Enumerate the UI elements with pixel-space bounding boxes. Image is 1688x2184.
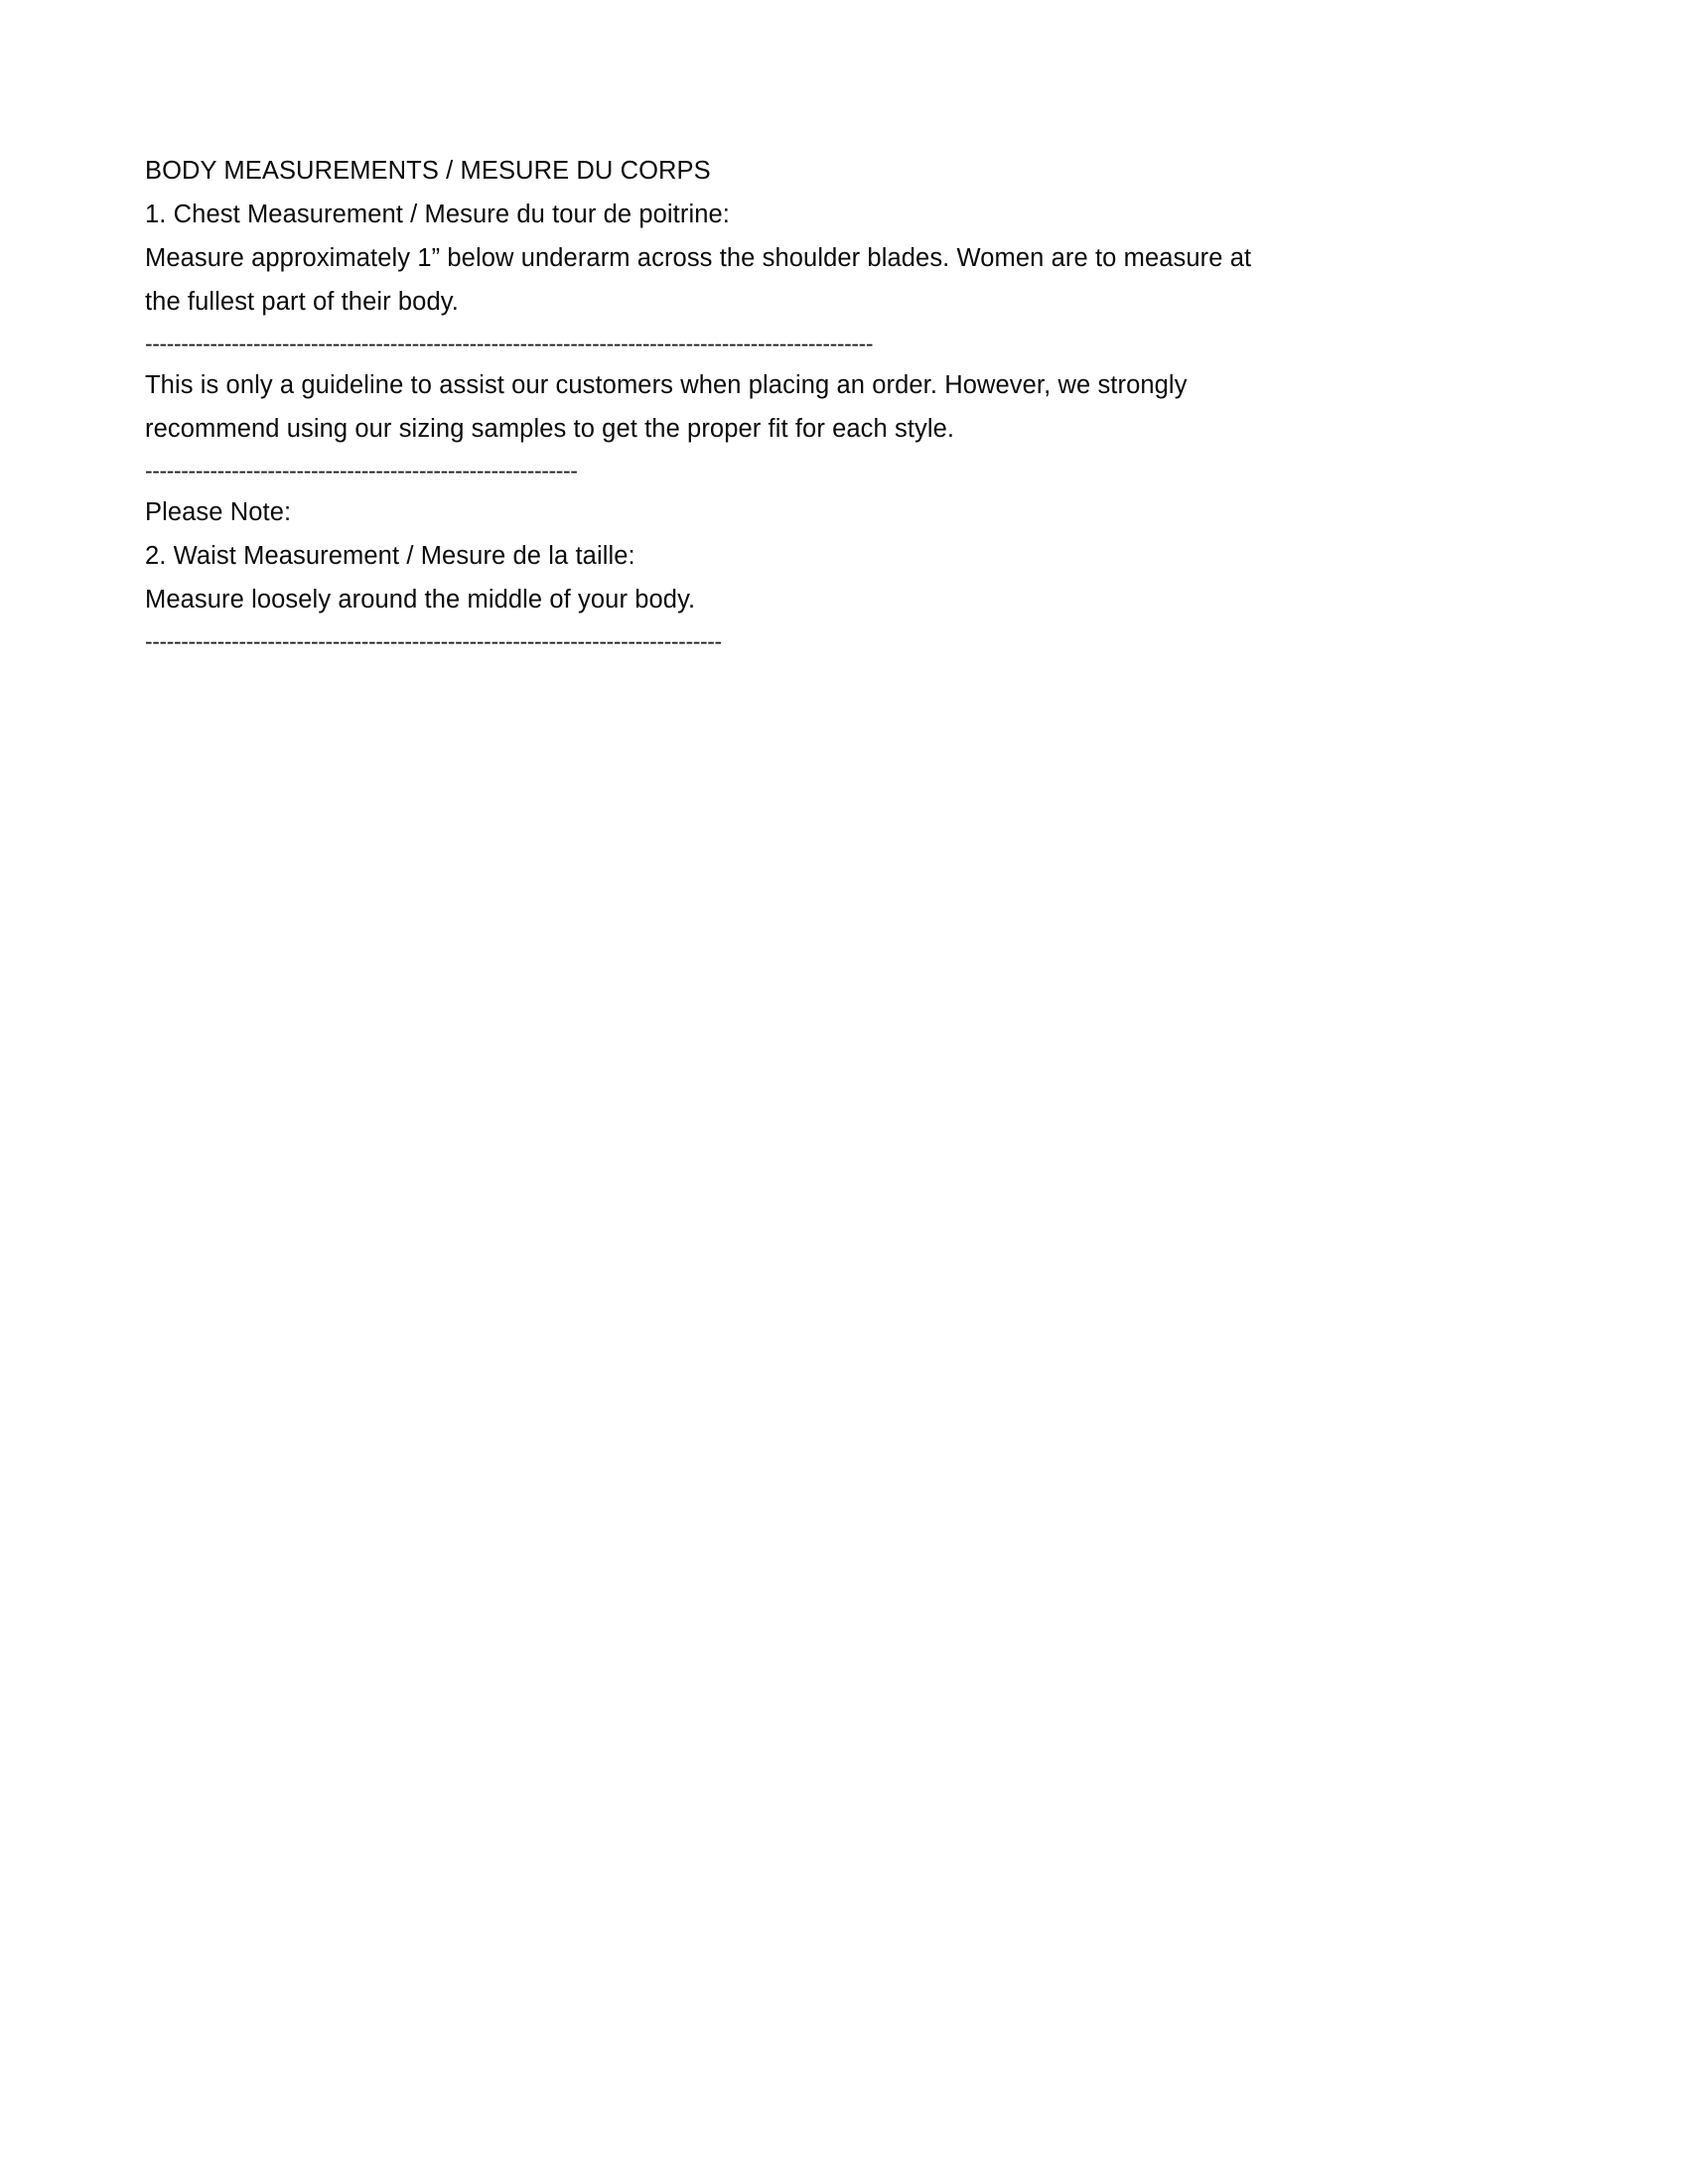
- divider-2: ------------------------------------------------------------: [145, 458, 578, 483]
- please-note-label: Please Note:: [145, 498, 292, 526]
- waist-measurement-instructions: Measure loosely around the middle of your body.: [145, 586, 696, 614]
- chest-measurement-instructions: Measure approximately 1” below underarm across the shoulder blades. Women are to measure at the fullest part of their body.: [145, 244, 1252, 316]
- divider-1: -----------------------------------------------------------------------------------------------------: [145, 331, 874, 356]
- document-body: [145, 149, 1446, 661]
- guideline-note: This is only a guideline to assist our customers when placing an order. However, we strongly recommend using our sizing samples to get the proper fit for each style.: [145, 371, 1188, 443]
- waist-measurement-label: 2. Waist Measurement / Mesure de la taille:: [145, 542, 635, 570]
- divider-3: --------------------------------------------------------------------------------: [145, 628, 722, 654]
- chest-measurement-label: 1. Chest Measurement / Mesure du tour de poitrine:: [145, 201, 730, 228]
- heading: BODY MEASUREMENTS / MESURE DU CORPS: [145, 157, 711, 185]
